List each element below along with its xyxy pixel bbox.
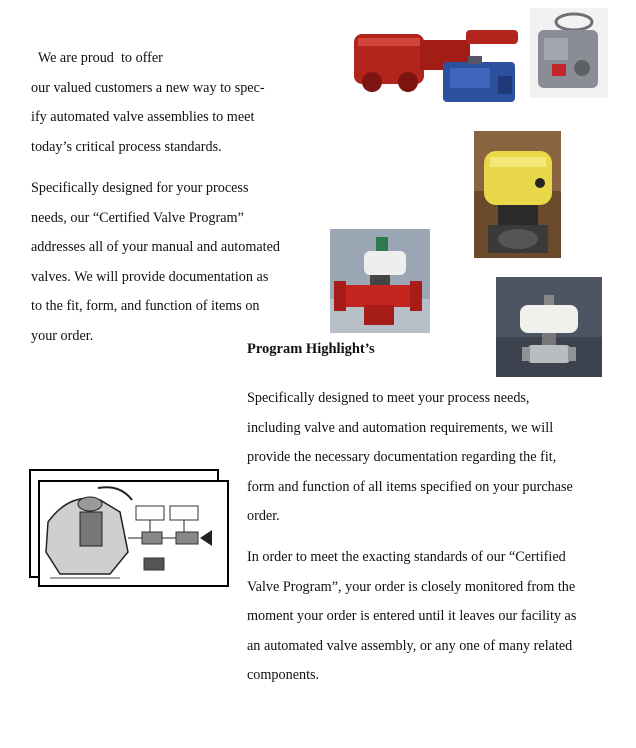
highlights-line: Valve Program”, your order is closely monitored from the [247,578,576,595]
highlights-paragraph-1 [247,384,573,532]
program-line: Specifically designed for your process [31,180,249,196]
program-paragraph [31,174,280,351]
highlights-paragraph-2 [247,543,576,691]
highlights-line: an automated valve assembly, or any one of many related [247,637,573,654]
highlights-line: moment your order is entered until it leaves our facility as [247,608,577,624]
valve-schematic-diagram [40,482,227,585]
highlights-heading: Program Highlight’s [247,341,375,357]
intro-line: today’s critical process standards. [31,138,222,155]
intro-paragraph [31,44,265,162]
valve-schematic-frame [38,480,229,587]
program-line: valves. We will provide documentation as [31,268,269,285]
highlights-line: including valve and automation requirements, we will [247,419,554,436]
ball-valve-actuator-photo [496,277,602,377]
highlights-line: order. [247,508,280,524]
program-line: to the fit, form, and function of items on [31,298,260,314]
program-line: your order. [31,327,94,344]
program-line: addresses all of your manual and automated [31,239,280,255]
program-line: needs, our “Certified Valve Program” [31,209,244,226]
gray-actuator-photo [530,8,608,98]
red-blue-actuators-photo [348,16,528,108]
red-valve-assembly-photo [330,229,430,333]
intro-line: ify automated valve assemblies to meet [31,109,255,125]
yellow-actuator-photo [474,131,561,258]
highlights-line: provide the necessary documentation regarding the fit, [247,449,557,465]
intro-line: our valued customers a new way to spec- [31,79,265,96]
intro-line: We are proud to offer [31,50,163,66]
highlights-line: form and function of all items specified on your purchase [247,478,573,495]
highlights-line: Specifically designed to meet your process needs, [247,390,530,406]
highlights-line: components. [247,667,320,683]
highlights-line: In order to meet the exacting standards of our “Certified [247,549,566,565]
